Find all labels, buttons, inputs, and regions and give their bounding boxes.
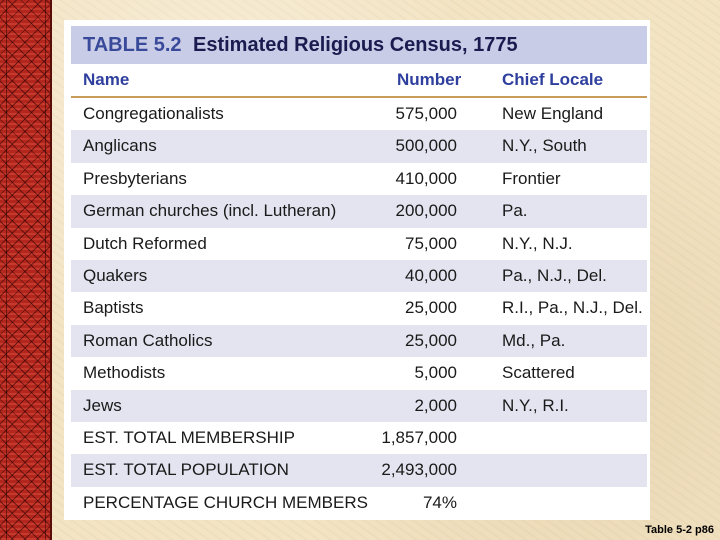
cell-locale: N.Y., R.I. [502,395,569,415]
table-row [71,228,647,260]
decorative-border-strip [0,0,52,540]
table-row [71,325,647,357]
column-header-name: Name [83,70,130,89]
cell-number: 575,000 [395,104,457,123]
table-row [71,195,647,227]
column-header-locale: Chief Locale [502,70,604,89]
cell-number: 75,000 [405,233,457,253]
table-row [71,98,647,130]
cell-name: EST. TOTAL POPULATION [83,460,289,480]
cell-name: PERCENTAGE CHURCH MEMBERS [83,492,368,512]
cell-locale: Pa. [502,201,528,221]
cell-number: 25,000 [405,298,457,318]
cell-number: 1,857,000 [381,427,457,447]
cell-name: Roman Catholics [83,330,213,350]
cell-locale: N.Y., N.J. [502,233,573,253]
cell-name: German churches (incl. Lutheran) [83,201,337,221]
cell-locale: N.Y., South [502,136,587,156]
cell-name: EST. TOTAL MEMBERSHIP [83,427,295,447]
cell-name: Anglicans [83,136,157,156]
cell-name: Baptists [83,298,144,318]
cell-name: Methodists [83,363,166,383]
cell-number: 40,000 [405,265,457,285]
table-row [71,390,647,422]
cell-name: Quakers [83,265,148,285]
cell-number: 25,000 [405,330,457,350]
cell-locale: Md., Pa. [502,330,566,350]
table-row [71,292,647,324]
table-row [71,260,647,292]
table-title-band [71,26,647,64]
cell-name: Dutch Reformed [83,233,207,253]
table-number: TABLE 5.2 [83,34,182,56]
cell-locale: Pa., N.J., Del. [502,265,607,285]
cell-name: Jews [83,395,122,415]
cell-number: 410,000 [395,168,457,188]
cell-name: Presbyterians [83,168,187,188]
slide-caption: Table 5-2 p86 [645,524,714,536]
table-row [71,357,647,389]
cell-locale: New England [502,104,604,123]
census-table [71,64,647,519]
cell-locale: R.I., Pa., N.J., Del. [502,298,643,318]
cell-number: 200,000 [395,201,457,221]
table-row [71,454,647,486]
cell-number: 500,000 [395,136,457,156]
cell-name: Congregationalists [83,104,224,123]
cell-number: 5,000 [414,363,457,383]
cell-locale: Frontier [502,168,561,188]
cell-number: 2,493,000 [381,460,457,480]
column-header-number: Number [397,70,462,89]
table-row [71,130,647,162]
table-title: Estimated Religious Census, 1775 [193,34,518,56]
table-row [71,422,647,454]
table-row [71,487,647,519]
cell-locale: Scattered [502,363,575,383]
table-header-row [71,64,647,98]
cell-number: 2,000 [414,395,457,415]
table-row [71,163,647,195]
cell-number: 74% [422,492,457,512]
